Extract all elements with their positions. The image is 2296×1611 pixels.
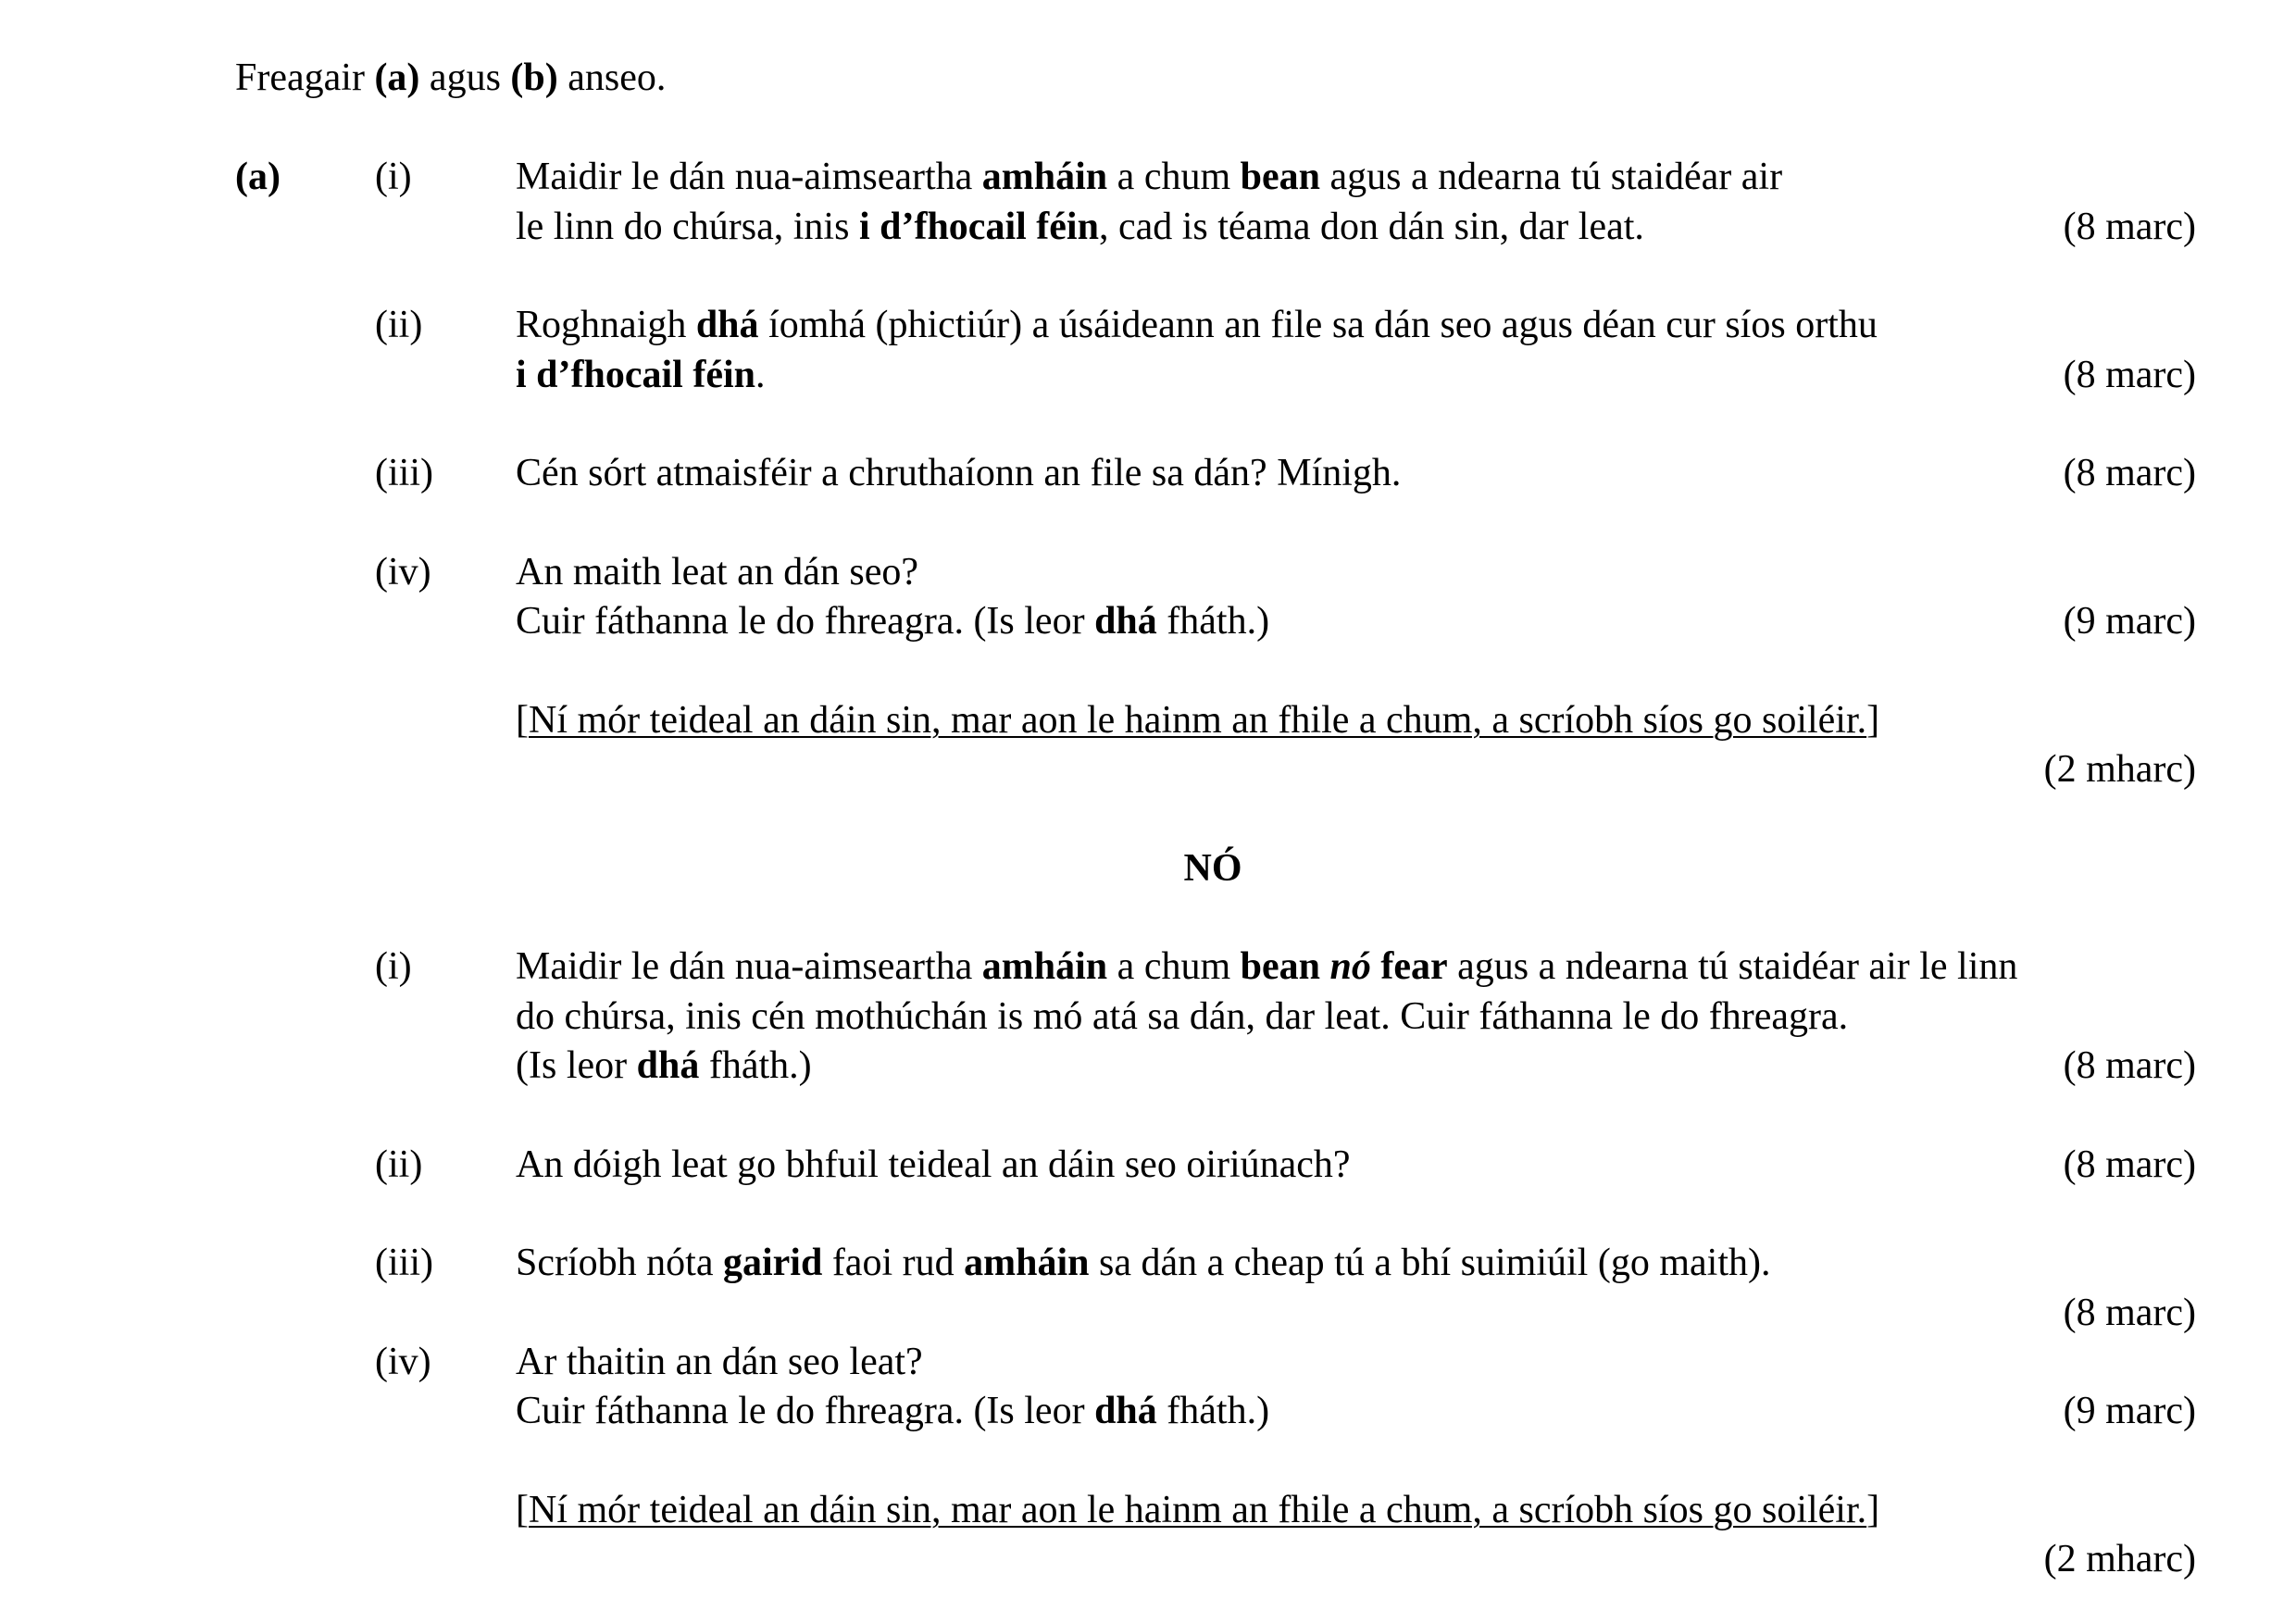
question-text: Maidir le dán nua-aimseartha [516,156,982,198]
question-line [516,152,1782,202]
question-text: agus a ndearna tú staidéar air le linn [1447,945,2018,988]
question-line [516,202,1644,252]
emphasis-text: amháin [964,1242,1090,1284]
question-text: fháth.) [1156,600,1270,643]
marks-label: (8 marc) [2063,1292,2196,1334]
question-text: agus a ndearna tú staidéar air [1319,156,1783,198]
bracket: ] [1866,699,1880,742]
question-number: (i) [375,945,412,988]
marks-label: (2 mharc) [2043,1538,2196,1580]
question-line: An dóigh leat go bhfuil teideal an dáin seo oiriúnach? [516,1143,1351,1186]
emphasis-text: dhá [1094,600,1157,643]
question-text: faoi rud [822,1242,965,1284]
bracket: [ [516,699,529,742]
marks-label: (8 marc) [2063,206,2196,248]
marks-label: (8 marc) [2063,1044,2196,1087]
bracket: [ [516,1489,529,1531]
title-note [516,1485,1879,1535]
question-line [516,596,1269,646]
question-text [1320,945,1330,988]
emphasis-text: amháin [981,156,1108,198]
question-number: (ii) [375,304,423,346]
marks-label: (8 marc) [2063,1143,2196,1186]
emphasis-text: nó [1329,945,1371,988]
emphasis-text: bean [1240,156,1320,198]
question-line [516,1386,1269,1436]
question-text: Scríobh nóta [516,1242,723,1284]
question-number: (iv) [375,1341,431,1383]
instruction-text: anseo. [568,56,667,99]
or-divider: NÓ [1183,847,1242,890]
instruction-line [235,53,666,103]
question-line [516,300,1878,350]
instruction-part-a: (a) [374,56,420,99]
question-text: , cad is téama don dán sin, dar leat. [1098,206,1644,248]
question-text: Roghnaigh [516,304,696,346]
question-number: (i) [375,156,412,198]
question-text: fháth.) [699,1044,812,1087]
question-text: Maidir le dán nua-aimseartha [516,945,982,988]
question-line: Cén sórt atmaisféir a chruthaíonn an file sa dán? Mínigh. [516,452,1402,494]
title-note [516,695,1879,745]
question-text: Cuir fáthanna le do fhreagra. (Is leor [516,1390,1095,1432]
emphasis-text: amháin [981,945,1108,988]
marks-label: (2 mharc) [2043,748,2196,791]
question-text: íomhá (phictiúr) a úsáideann an file sa dán seo agus déan cur síos orthu [758,304,1878,346]
question-text: fháth.) [1156,1390,1270,1432]
marks-label: (8 marc) [2063,354,2196,396]
question-number: (iii) [375,1242,433,1284]
emphasis-text: i d’fhocail féin [516,354,755,396]
question-line [516,350,766,400]
question-text: . [755,354,766,396]
emphasis-text: gairid [722,1242,823,1284]
question-number: (iii) [375,452,433,494]
note-text: Ní mór teideal an dáin sin, mar aon le hainm an fhile a chum, a scríobh síos go soiléir. [529,1489,1867,1531]
bracket: ] [1866,1489,1880,1531]
instruction-text: Freagair [235,56,365,99]
question-text [1371,945,1381,988]
instruction-part-b: (b) [510,56,558,99]
question-text: a chum [1107,945,1241,988]
emphasis-text: bean [1240,945,1320,988]
question-text: (Is leor [516,1044,637,1087]
question-text: Cuir fáthanna le do fhreagra. (Is leor [516,600,1095,643]
marks-label: (9 marc) [2063,600,2196,643]
emphasis-text: fear [1380,945,1448,988]
question-line [516,1041,812,1091]
question-text: le linn do chúrsa, inis [516,206,859,248]
marks-label: (8 marc) [2063,452,2196,494]
question-text: a chum [1107,156,1241,198]
emphasis-text: dhá [1094,1390,1157,1432]
question-text: sa dán a cheap tú a bhí suimiúil (go maith). [1089,1242,1771,1284]
question-number: (ii) [375,1143,423,1186]
note-text: Ní mór teideal an dáin sin, mar aon le hainm an fhile a chum, a scríobh síos go soiléir. [529,699,1867,742]
question-line: do chúrsa, inis cén mothúchán is mó atá sa dán, dar leat. Cuir fáthanna le do fhreagra. [516,995,1849,1038]
marks-label: (9 marc) [2063,1390,2196,1432]
part-a-label: (a) [235,156,281,198]
instruction-text: agus [429,56,501,99]
question-line [516,942,2017,992]
question-line: Ar thaitin an dán seo leat? [516,1341,923,1383]
emphasis-text: dhá [695,304,759,346]
question-line [516,1238,1770,1288]
emphasis-text: i d’fhocail féin [858,206,1099,248]
question-number: (iv) [375,551,431,593]
emphasis-text: dhá [636,1044,700,1087]
question-line: An maith leat an dán seo? [516,551,919,593]
